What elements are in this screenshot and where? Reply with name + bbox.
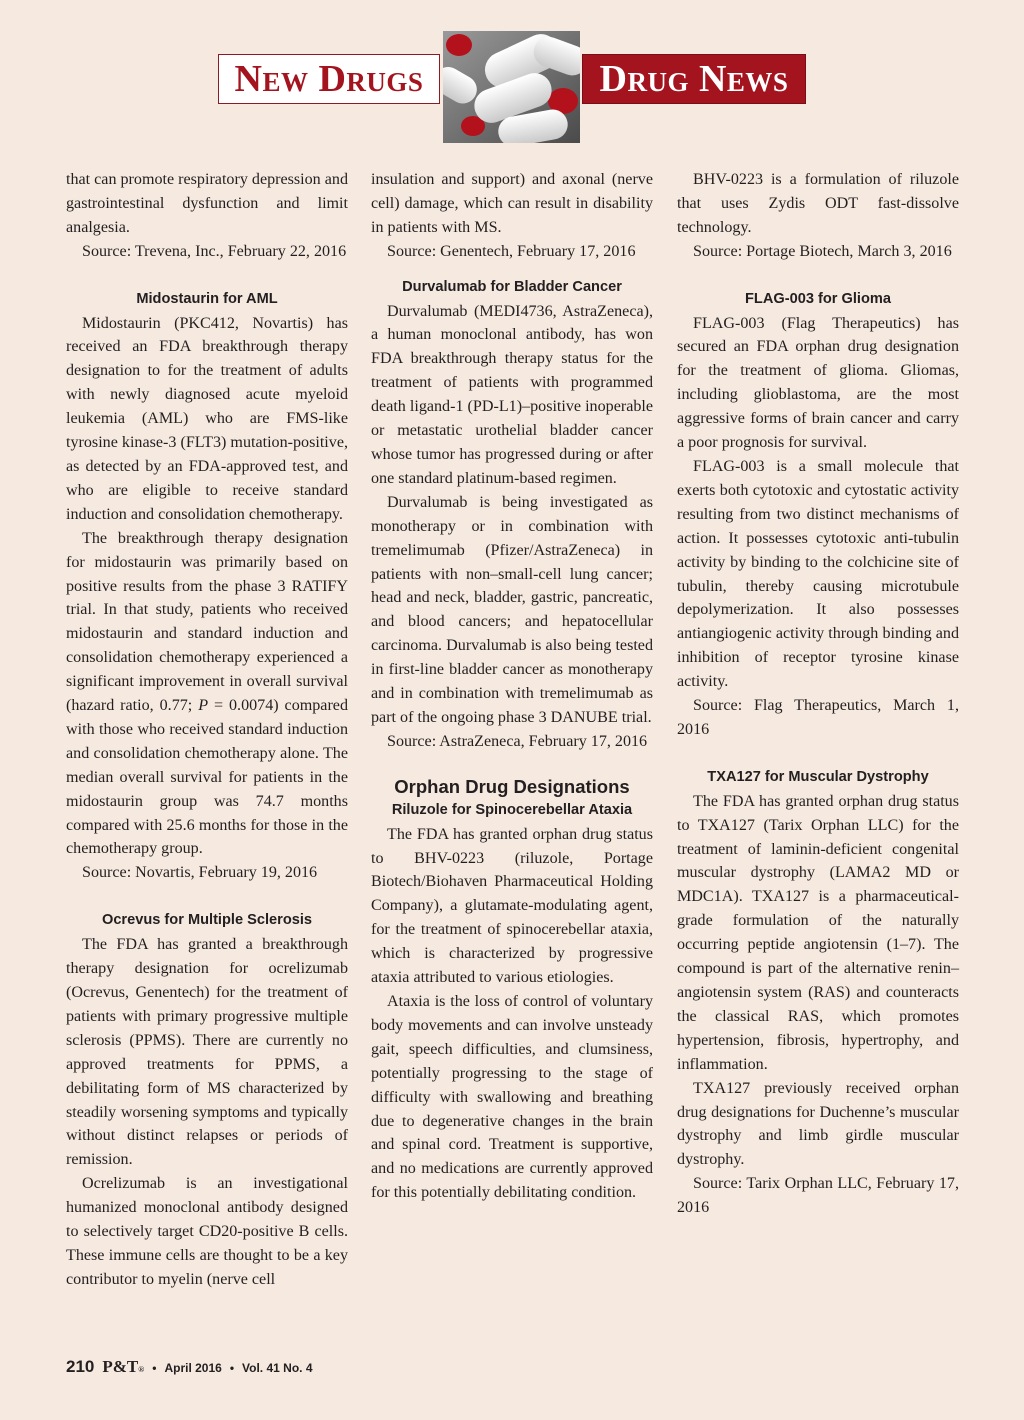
column-1 [66, 168, 348, 1292]
bullet-separator: • [229, 1361, 235, 1375]
source-line: Source: Flag Therapeutics, March 1, 2016 [677, 697, 959, 738]
paragraph: Durvalumab (MEDI4736, AstraZeneca), a human monoclonal antibody, has won FDA breakthrough therapy status for the treatment of patients with programmed death ligand-1 (PD-L1)–positive inoperable or metastatic urothelial bladder cancer whose tumor has progressed during or after one standard platinum-based regimen. [371, 302, 654, 487]
source-line: Source: Genentech, February 17, 2016 [387, 242, 636, 260]
bullet-separator: • [152, 1361, 157, 1375]
heading-txa127: TXA127 for Muscular Dystrophy [707, 768, 929, 785]
paragraph: BHV-0223 is a formulation of riluzole that uses Zydis ODT fast-dissolve technology. [677, 171, 959, 236]
p-value-symbol: P [198, 697, 209, 715]
paragraph: FLAG-003 (Flag Therapeutics) has secured an FDA orphan drug designation for the treatment of glioma. Gliomas, including glioblastoma, are the most aggressive forms of brain cancer and carry a poor prognosis for survival. [677, 314, 959, 452]
source-line: Source: Portage Biotech, March 3, 2016 [693, 242, 952, 260]
column-3 [677, 168, 959, 1220]
paragraph: The FDA has granted a breakthrough therapy designation for ocrelizumab (Ocrevus, Genentech) for the treatment of patients with primary progressive multiple sclerosis (PPMS). There are currently no approved treatments for PPMS, a debilitating form of MS characterized by steadily worsening symptoms and typically without distinct relapses or periods of remission. [66, 936, 348, 1169]
paragraph: that can promote respiratory depression and gastrointestinal dysfunction and limit analgesia. [66, 171, 348, 236]
source-line: Source: AstraZeneca, February 17, 2016 [387, 732, 648, 750]
source-line: Source: Trevena, Inc., February 22, 2016 [82, 242, 347, 260]
registered-mark: ® [138, 1365, 145, 1374]
issue-date: April 2016 [164, 1361, 222, 1375]
drug-news-title: Drug News [599, 58, 789, 100]
paragraph: The FDA has granted orphan drug status to BHV-0223 (riluzole, Portage Biotech/Biohaven Pharmaceutical Holding Company), a glutamate-modulating agent, for the treatment of spinocerebellar ataxia, which is characterized by progressive ataxia attributed to various etiologies. [371, 825, 653, 987]
new-drugs-banner [218, 54, 440, 104]
paragraph: TXA127 previously received orphan drug designations for Duchenne’s muscular dystrophy and limb girdle muscular dystrophy. [677, 1079, 959, 1169]
section-heading-orphan: Orphan Drug Designations [394, 775, 630, 797]
heading-riluzole: Riluzole for Spinocerebellar Ataxia [391, 801, 633, 818]
column-2 [371, 168, 653, 1205]
new-drugs-title: New Drugs [234, 58, 424, 100]
paragraph: FLAG-003 is a small molecule that exerts both cytotoxic and cytostatic activity resulting from two distinct mechanisms of action. It possesses cytotoxic anti-tubulin activity by binding to the colchicine site of tubulin, thereby causing microtubule depolymerization. It also possesses antiangiogenic activity through binding and inhibition of receptor tyrosine kinase activity. [677, 457, 959, 691]
drug-news-banner [582, 54, 806, 104]
source-line: Source: Novartis, February 19, 2016 [82, 864, 318, 882]
text-run: = 0.0074) compared with those who received standard induction and consolidation chemotherapy alone. The median overall survival for patients in the midostaurin group was 74.7 months compared with 25.6 months for those in the chemotherapy group. [66, 697, 348, 858]
journal-title: P&T [102, 1357, 139, 1376]
heading-flag: FLAG-003 for Glioma [745, 290, 891, 307]
volume-info: Vol. 41 No. 4 [242, 1361, 313, 1375]
heading-durvalumab: Durvalumab for Bladder Cancer [402, 278, 622, 295]
text-run: The breakthrough therapy designation for midostaurin was primarily based on positive results from the phase 3 RATIFY trial. In that study, patients who received midostaurin and standard induction and consolidation chemotherapy experienced a significant improvement in overall survival (hazard ratio, 0.77; [66, 529, 348, 715]
journal-name [102, 1357, 144, 1377]
heading-ocrevus: Ocrevus for Multiple Sclerosis [101, 912, 313, 929]
paragraph: Ataxia is the loss of control of voluntary body movements and can involve unsteady gait, speech difficulties, and clumsiness, potentially progressing to the stage of difficulty with swallowing and breathing due to degenerative changes in the brain and spinal cord. Treatment is supportive, and no medications are currently approved for this potentially debilitating condition. [371, 993, 653, 1202]
heading-midostaurin: Midostaurin for AML [136, 290, 278, 307]
paragraph: Ocrelizumab is an investigational humanized monoclonal antibody designed to selectively target CD20-positive B cells. These immune cells are thought to be a key contributor to myelin (nerve cell [66, 1175, 348, 1288]
page-footer [66, 1357, 313, 1381]
paragraph: The FDA has granted orphan drug status to TXA127 (Tarix Orphan LLC) for the treatment of laminin-deficient congenital muscular dystrophy (LAMA2 MD or MDC1A). TXA127 is a pharmaceutical-grade formulation of the naturally occurring peptide angiotensin (1–7). The compound is part of the alternative renin–angiotensin system (RAS) and counteracts the classical RAS, which promotes hypertension, fibrosis, hypertrophy, and inflammation. [677, 792, 959, 1073]
source-line: Source: Tarix Orphan LLC, February 17, 2016 [677, 1175, 959, 1217]
paragraph: Durvalumab is being investigated as monotherapy or in combination with tremelimumab (Pfizer/AstraZeneca) in patients with non–small-cell lung cancer; head and neck, bladder, gastric, pancreatic, and blood cancers; and hepatocellular carcinoma. Durvalumab is also being tested in first-line bladder cancer as monotherapy and in combination with tremelimumab as part of the ongoing phase 3 DANUBE trial. [371, 493, 653, 726]
page-number: 210 [66, 1357, 95, 1376]
paragraph: Midostaurin (PKC412, Novartis) has received an FDA breakthrough therapy designation to for the treatment of adults with newly diagnosed acute myeloid leukemia (AML) who are FMS-like tyrosine kinase-3 (FLT3) mutation-positive, as detected by an FDA-approved test, and who are eligible to receive standard induction and consolidation chemotherapy. [66, 314, 348, 523]
pills-photo [443, 31, 580, 143]
paragraph [66, 527, 348, 862]
paragraph: insulation and support) and axonal (nerve cell) damage, which can result in disability in patients with MS. [371, 171, 653, 236]
